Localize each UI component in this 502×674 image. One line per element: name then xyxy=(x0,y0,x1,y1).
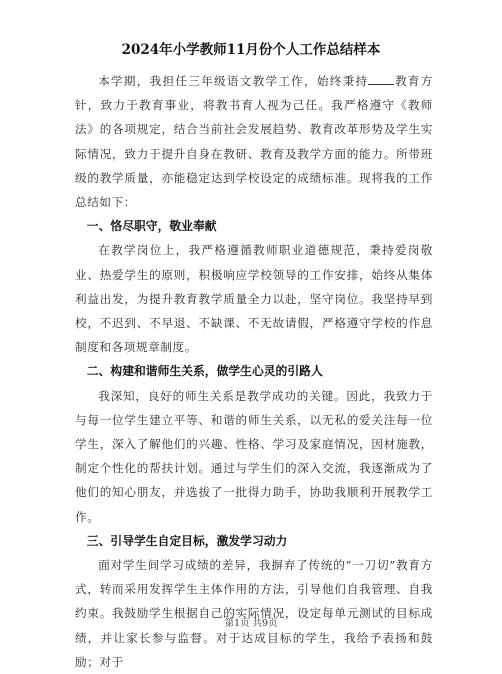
section-body-3: 面对学生间学习成绩的差异，我摒弃了传统的“一刀切”教育方式，转而采用发挥学生主体作用的方法，引导他们自我管理、自我约束。我鼓励学生根据自己的实际情况，设定每单元测试的目标成绩，并让家长参与监督。对于达成目标的学生，我给予表扬和鼓励；对于 xyxy=(75,558,433,669)
intro-text-end: 教育方针，致力于教育事业，将教书育人视为己任。我严格遵守《教师法》的各项规定，结合当前社会发展趋势、教育改革形势及学生实际情况，致力于提升自身在教研、教育及教学方面的能力。所带班级的教学质量，亦能稳定达到学校设定的成绩标准。现将我的工作总结如下： xyxy=(75,74,433,210)
section-body-1: 在教学岗位上，我严格遵循教师职业道德规范，秉持爱岗敬业、热爱学生的原则，积极响应学校领导的工作安排，始终从集体利益出发，为提升教育教学质量全力以赴，坚守岗位。我坚持早到校，不迟到、不早退、不缺课、不无故请假，严格遵守学校的作息制度和各项规章制度。 xyxy=(75,243,433,355)
intro-paragraph xyxy=(75,69,433,214)
fill-in-blank xyxy=(368,72,394,85)
intro-text-start: 本学期，我担任三年级语文教学工作，始终秉持 xyxy=(98,74,369,88)
section-heading-2: 二、构建和谐师生关系，做学生心灵的引路人 xyxy=(86,364,323,379)
page-footer: 第1页 共9页 xyxy=(224,618,278,629)
document-title: 2024年小学教师11月份个人工作总结样本 xyxy=(121,42,381,58)
document-body xyxy=(75,69,433,674)
section-heading-3: 三、引导学生自定目标，激发学习动力 xyxy=(86,533,288,548)
section-heading-1: 一、恪尽职守，敬业奉献 xyxy=(86,219,217,234)
section-body-2: 我深知，良好的师生关系是教学成功的关键。因此，我致力于与每一位学生建立平等、和谐的师生关系，以无私的爱关注每一位学生，深入了解他们的兴趣、性格、学习及家庭情况，因材施教，制定个性化的帮扶计划。通过与学生们的深入交流，我逐渐成为了他们的知心朋友，并选拔了一批得力助手，协助我顺利开展教学工作。 xyxy=(75,388,433,524)
